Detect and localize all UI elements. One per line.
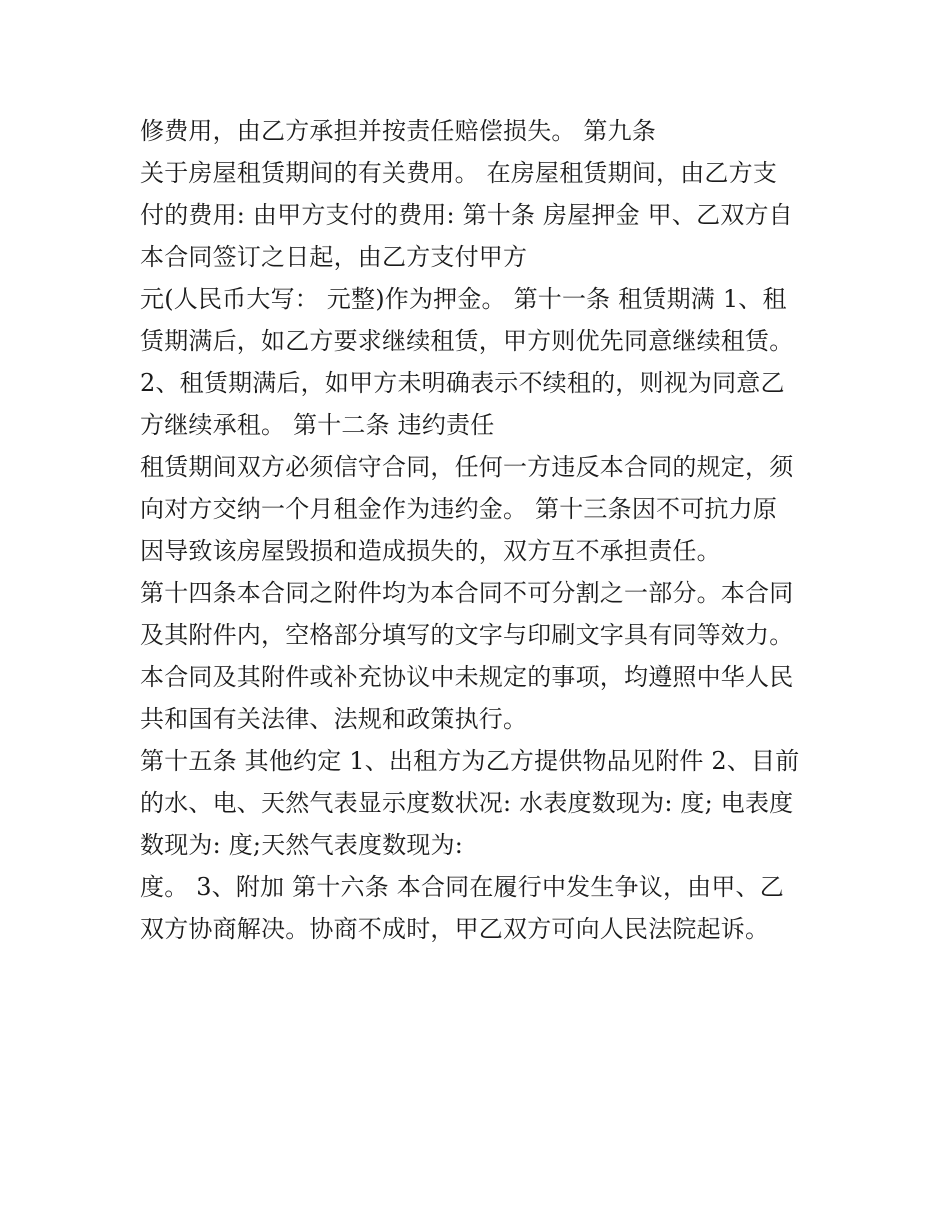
text-line: 度。 3、附加 第十六条 本合同在履行中发生争议，由甲、乙 xyxy=(140,873,784,901)
text-line: 方继续承租。 第十二条 违约责任 xyxy=(140,411,495,439)
text-line: 本合同签订之日起，由乙方支付甲方 xyxy=(140,243,528,271)
text-line: 共和国有关法律、法规和政策执行。 xyxy=(140,705,528,733)
text-line: 的水、电、天然气表显示度数状况: 水表度数现为: 度; 电表度 xyxy=(140,789,794,817)
text-line: 关于房屋租赁期间的有关费用。 在房屋租赁期间，由乙方支 xyxy=(140,159,778,187)
text-line: 数现为: 度;天然气表度数现为: xyxy=(140,831,464,859)
text-line: 2、租赁期满后，如甲方未明确表示不续租的，则视为同意乙 xyxy=(140,369,785,397)
text-line: 赁期满后，如乙方要求继续租赁，甲方则优先同意继续租赁。 xyxy=(140,327,794,355)
text-line: 本合同及其附件或补充协议中未规定的事项，均遵照中华人民 xyxy=(140,663,794,691)
text-line: 因导致该房屋毁损和造成损失的，双方互不承担责任。 xyxy=(140,537,721,565)
text-line: 第十四条本合同之附件均为本合同不可分割之一部分。本合同 xyxy=(140,579,794,607)
text-line: 付的费用: 由甲方支付的费用: 第十条 房屋押金 甲、乙双方自 xyxy=(140,201,793,229)
text-line: 修费用，由乙方承担并按责任赔偿损失。 第九条 xyxy=(140,117,657,145)
text-line: 向对方交纳一个月租金作为违约金。 第十三条因不可抗力原 xyxy=(140,495,778,523)
text-line: 租赁期间双方必须信守合同，任何一方违反本合同的规定，须 xyxy=(140,453,794,481)
document-body xyxy=(140,110,830,950)
text-line: 第十五条 其他约定 1、出租方为乙方提供物品见附件 2、目前 xyxy=(140,747,800,775)
text-line: 双方协商解决。协商不成时，甲乙双方可向人民法院起诉。 xyxy=(140,915,770,943)
text-line: 及其附件内，空格部分填写的文字与印刷文字具有同等效力。 xyxy=(140,621,794,649)
text-line: 元(人民币大写： 元整)作为押金。 第十一条 租赁期满 1、租 xyxy=(140,285,787,313)
